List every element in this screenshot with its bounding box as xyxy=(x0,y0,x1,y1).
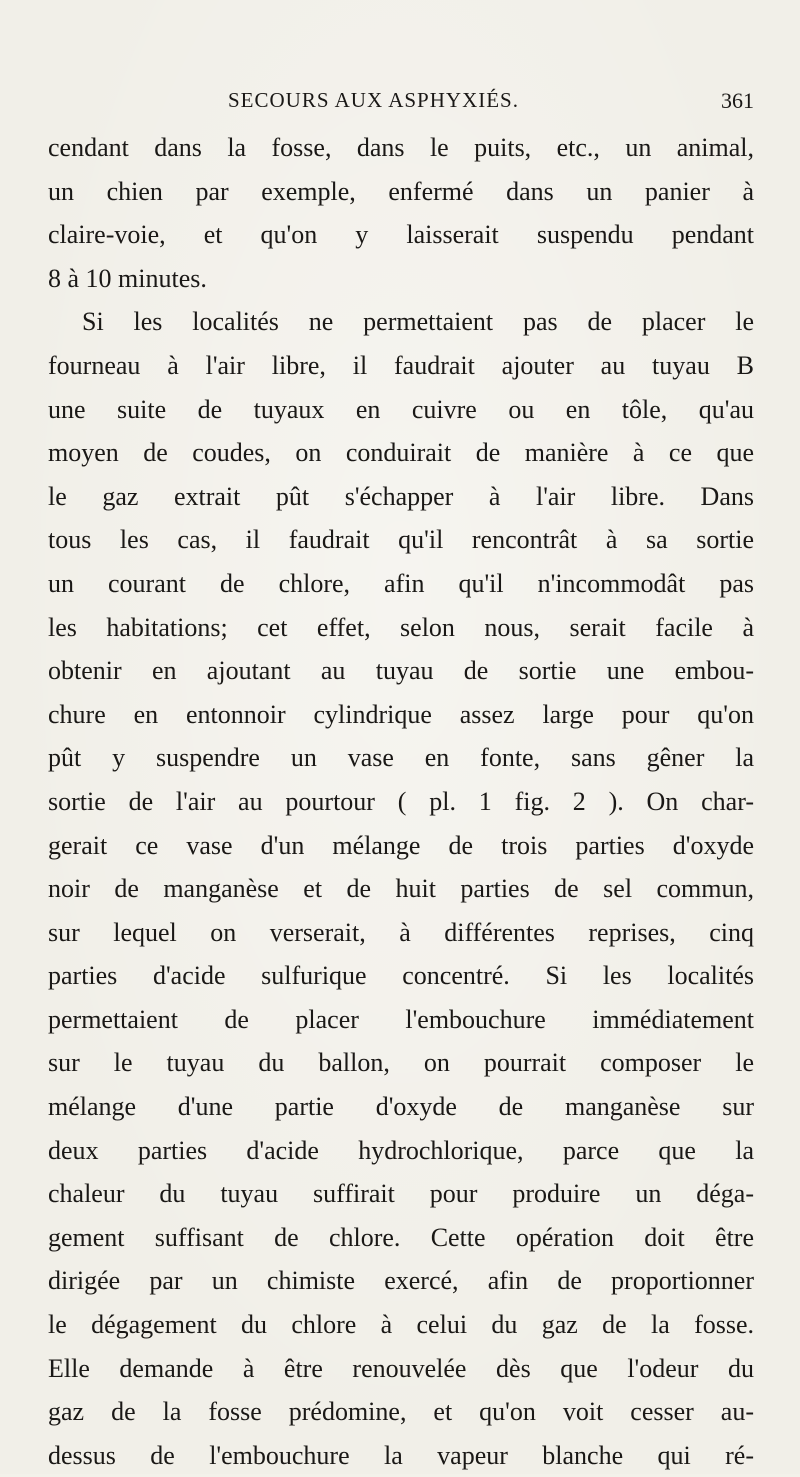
text-line: pût y suspendre un vase en fonte, sans gêner la xyxy=(48,743,754,773)
text-line: chaleur du tuyau suffirait pour produire un déga- xyxy=(48,1179,754,1209)
text-line: dessus de l'embouchure la vapeur blanche qui ré- xyxy=(48,1440,754,1470)
text-line: sur lequel on verserait, à différentes reprises, cinq xyxy=(48,917,754,947)
text-line: moyen de coudes, on conduirait de manière à ce que xyxy=(48,438,754,468)
text-line: Elle demande à être renouvelée dès que l'odeur du xyxy=(48,1353,754,1383)
text-line: sur le tuyau du ballon, on pourrait composer le xyxy=(48,1048,754,1078)
text-line: les habitations; cet effet, selon nous, serait facile à xyxy=(48,612,754,642)
text-line: un courant de chlore, afin qu'il n'incommodât pas xyxy=(48,568,754,598)
text-line: permettaient de placer l'embouchure immédiatement xyxy=(48,1004,754,1034)
text-line: gerait ce vase d'un mélange de trois parties d'oxyde xyxy=(48,830,754,860)
text-line: tous les cas, il faudrait qu'il rencontrât à sa sortie xyxy=(48,525,754,555)
body-text xyxy=(48,126,754,1477)
text-line: gaz de la fosse prédomine, et qu'on voit cesser au- xyxy=(48,1397,754,1427)
text-line: deux parties d'acide hydrochlorique, parce que la xyxy=(48,1135,754,1165)
running-title: SECOURS AUX ASPHYXIÉS. xyxy=(228,88,519,112)
text-line: fourneau à l'air libre, il faudrait ajouter au tuyau B xyxy=(48,350,754,380)
text-line: Si les localités ne permettaient pas de placer le xyxy=(82,307,754,337)
text-line: 8 à 10 minutes. xyxy=(48,263,207,293)
text-line: gement suffisant de chlore. Cette opération doit être xyxy=(48,1222,754,1252)
text-line: chure en entonnoir cylindrique assez large pour qu'on xyxy=(48,699,754,729)
text-line: mélange d'une partie d'oxyde de manganèse sur xyxy=(48,1092,754,1122)
page-number: 361 xyxy=(721,88,754,113)
text-line: obtenir en ajoutant au tuyau de sortie une embou- xyxy=(48,656,754,686)
text-line: dirigée par un chimiste exercé, afin de proportionner xyxy=(48,1266,754,1296)
text-line: cendant dans la fosse, dans le puits, etc., un animal, xyxy=(48,133,754,162)
text-line: parties d'acide sulfurique concentré. Si les localités xyxy=(48,961,754,991)
text-line: le gaz extrait pût s'échapper à l'air libre. Dans xyxy=(48,481,754,511)
text-line: claire-voie, et qu'on y laisserait suspendu pendant xyxy=(48,220,754,250)
text-line: le dégagement du chlore à celui du gaz de la fosse. xyxy=(48,1310,754,1340)
text-line: un chien par exemple, enfermé dans un panier à xyxy=(48,176,754,206)
text-line: une suite de tuyaux en cuivre ou en tôle, qu'au xyxy=(48,394,754,424)
text-line: noir de manganèse et de huit parties de sel commun, xyxy=(48,874,754,904)
page-header xyxy=(48,84,760,120)
text-line: sortie de l'air au pourtour ( pl. 1 fig. 2 ). On char- xyxy=(48,786,754,816)
